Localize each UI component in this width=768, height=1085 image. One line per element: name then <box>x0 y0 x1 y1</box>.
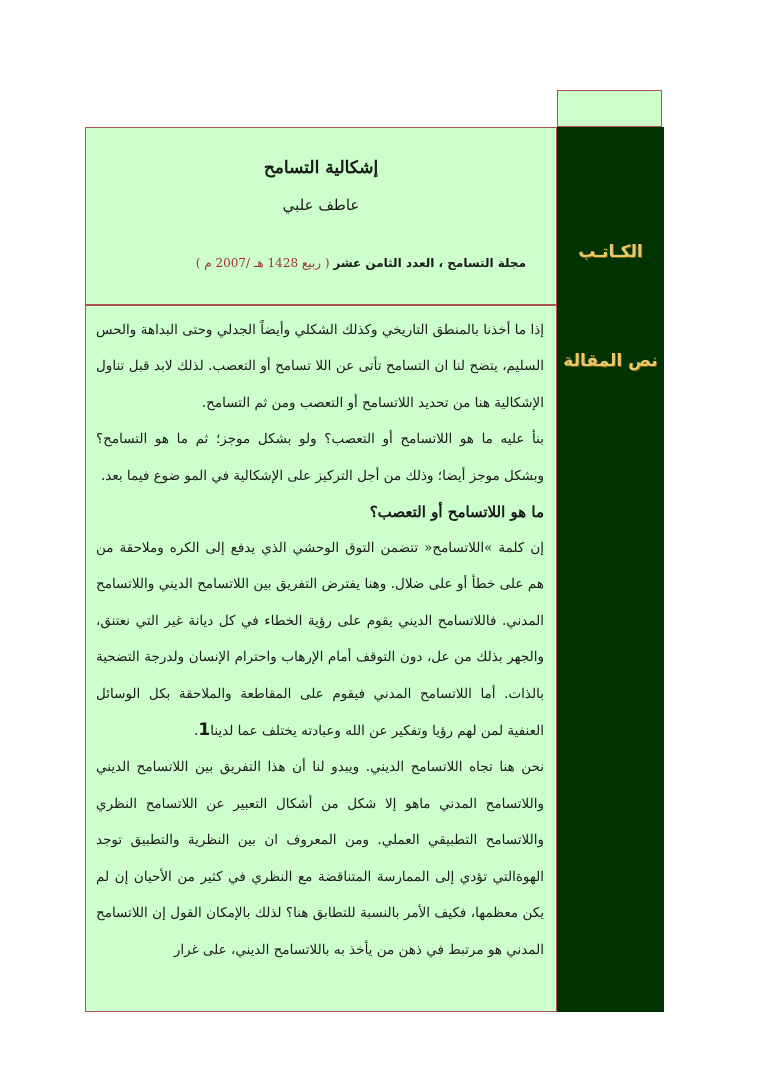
article-author: عاطف علبي <box>282 196 360 214</box>
paragraph-text: إن كلمة »اللاتسامح« تتضمن التوق الوحشي الذي يدفع إلى الكره وملاحقة من هم على خطأ أو على ضلال. وهنا يفترض التفريق بين اللاتسامح الديني واللاتسامح المدني. فاللاتسامح الديني يقوم على رؤية الخطاء في كل ديانة غير التي نعتنق، والجهر بذلك من عل، دون التوقف أمام الإرهاب واحترام الإنسان ولدرجة التضحية بالذات. أما اللاتسامح المدني فيقوم على المقاطعة والملاحقة بكل الوسائل العنفية لمن لهم رؤيا وتفكير عن الله وعبادته يختلف عما لدينا <box>96 540 544 740</box>
section-heading: ما هو اللاتسامح أو التعصب؟ <box>369 503 544 522</box>
article-header <box>85 127 557 305</box>
paragraph: إذا ما أخذنا بالمنطق التاريخي وكذلك الشكلي وأيضاً الجدلي وحتى البداهة والحس السليم، يتضح لنا ان التسامح تأتى عن اللا تسامح أو التعصب. لذلك لابد قبل تناول الإشكالية هنا من تحديد اللاتسامح أو التعصب ومن ثم التسامح. <box>96 322 544 411</box>
article-layout <box>85 90 664 1012</box>
article-text-label: نص المقالة <box>563 351 658 371</box>
issue-date: ( ربيع 1428 هـ /2007 م ) <box>195 256 330 270</box>
footnote-reference[interactable]: 1 <box>198 720 211 741</box>
article-source <box>106 256 526 270</box>
paragraph-with-footnote: إن كلمة »اللاتسامح« تتضمن التوق الوحشي الذي يدفع إلى الكره وملاحقة من هم على خطأ أو على ضلال. وهنا يفترض التفريق بين اللاتسامح الديني واللاتسامح المدني. فاللاتسامح الديني يقوم على رؤية الخطاء في كل ديانة غير التي نعتنق، والجهر بذلك من عل، دون التوقف أمام الإرهاب واحترام الإنسان ولدرجة التضحية بالذات. أما اللاتسامح المدني فيقوم على المقاطعة والملاحقة بكل الوسائل العنفية لمن لهم رؤيا وتفكير عن الله وعبادته يختلف عما لدينا1. <box>96 540 544 741</box>
sidebar <box>557 127 664 1012</box>
paragraph: بنأ عليه ما هو اللاتسامح أو التعصب؟ ولو بشكل موجز؛ ثم ما هو التسامح؟ وبشكل موجز أيضا؛ وذلك من أجل التركيز على الإشكالية في المو ضوع فيما بعد. <box>96 431 544 484</box>
article-title: إشكالية التسامح <box>263 158 379 178</box>
article-body <box>85 305 557 1012</box>
paragraph: نحن هنا تجاه اللاتسامح الديني. ويبدو لنا أن هذا التفريق بين اللاتسامح الديني واللاتسامح المدني ماهو إلا شكل من أشكال التعبير عن اللاتسامح النظري واللاتسامح التطبيقي العملي. ومن المعروف ان بين النظرية والتطبيق توجد الهوةالتي تؤدي إلى الممارسة المتناقضة مع النظري في كثير من الأحيان إن لم يكن معظمها، فكيف الأمر بالنسبة للتطابق هنا؟ لذلك بالإمكان القول إن اللاتسامح المدني هو مرتبط في ذهن من يأخذ به باللاتسامح الديني، على غرار <box>96 759 544 958</box>
author-label: الكـاتـب <box>578 242 643 262</box>
journal-name: مجلة التسامح ، العدد الثامن عشر <box>333 256 526 270</box>
sidebar-top-cell <box>557 90 662 127</box>
